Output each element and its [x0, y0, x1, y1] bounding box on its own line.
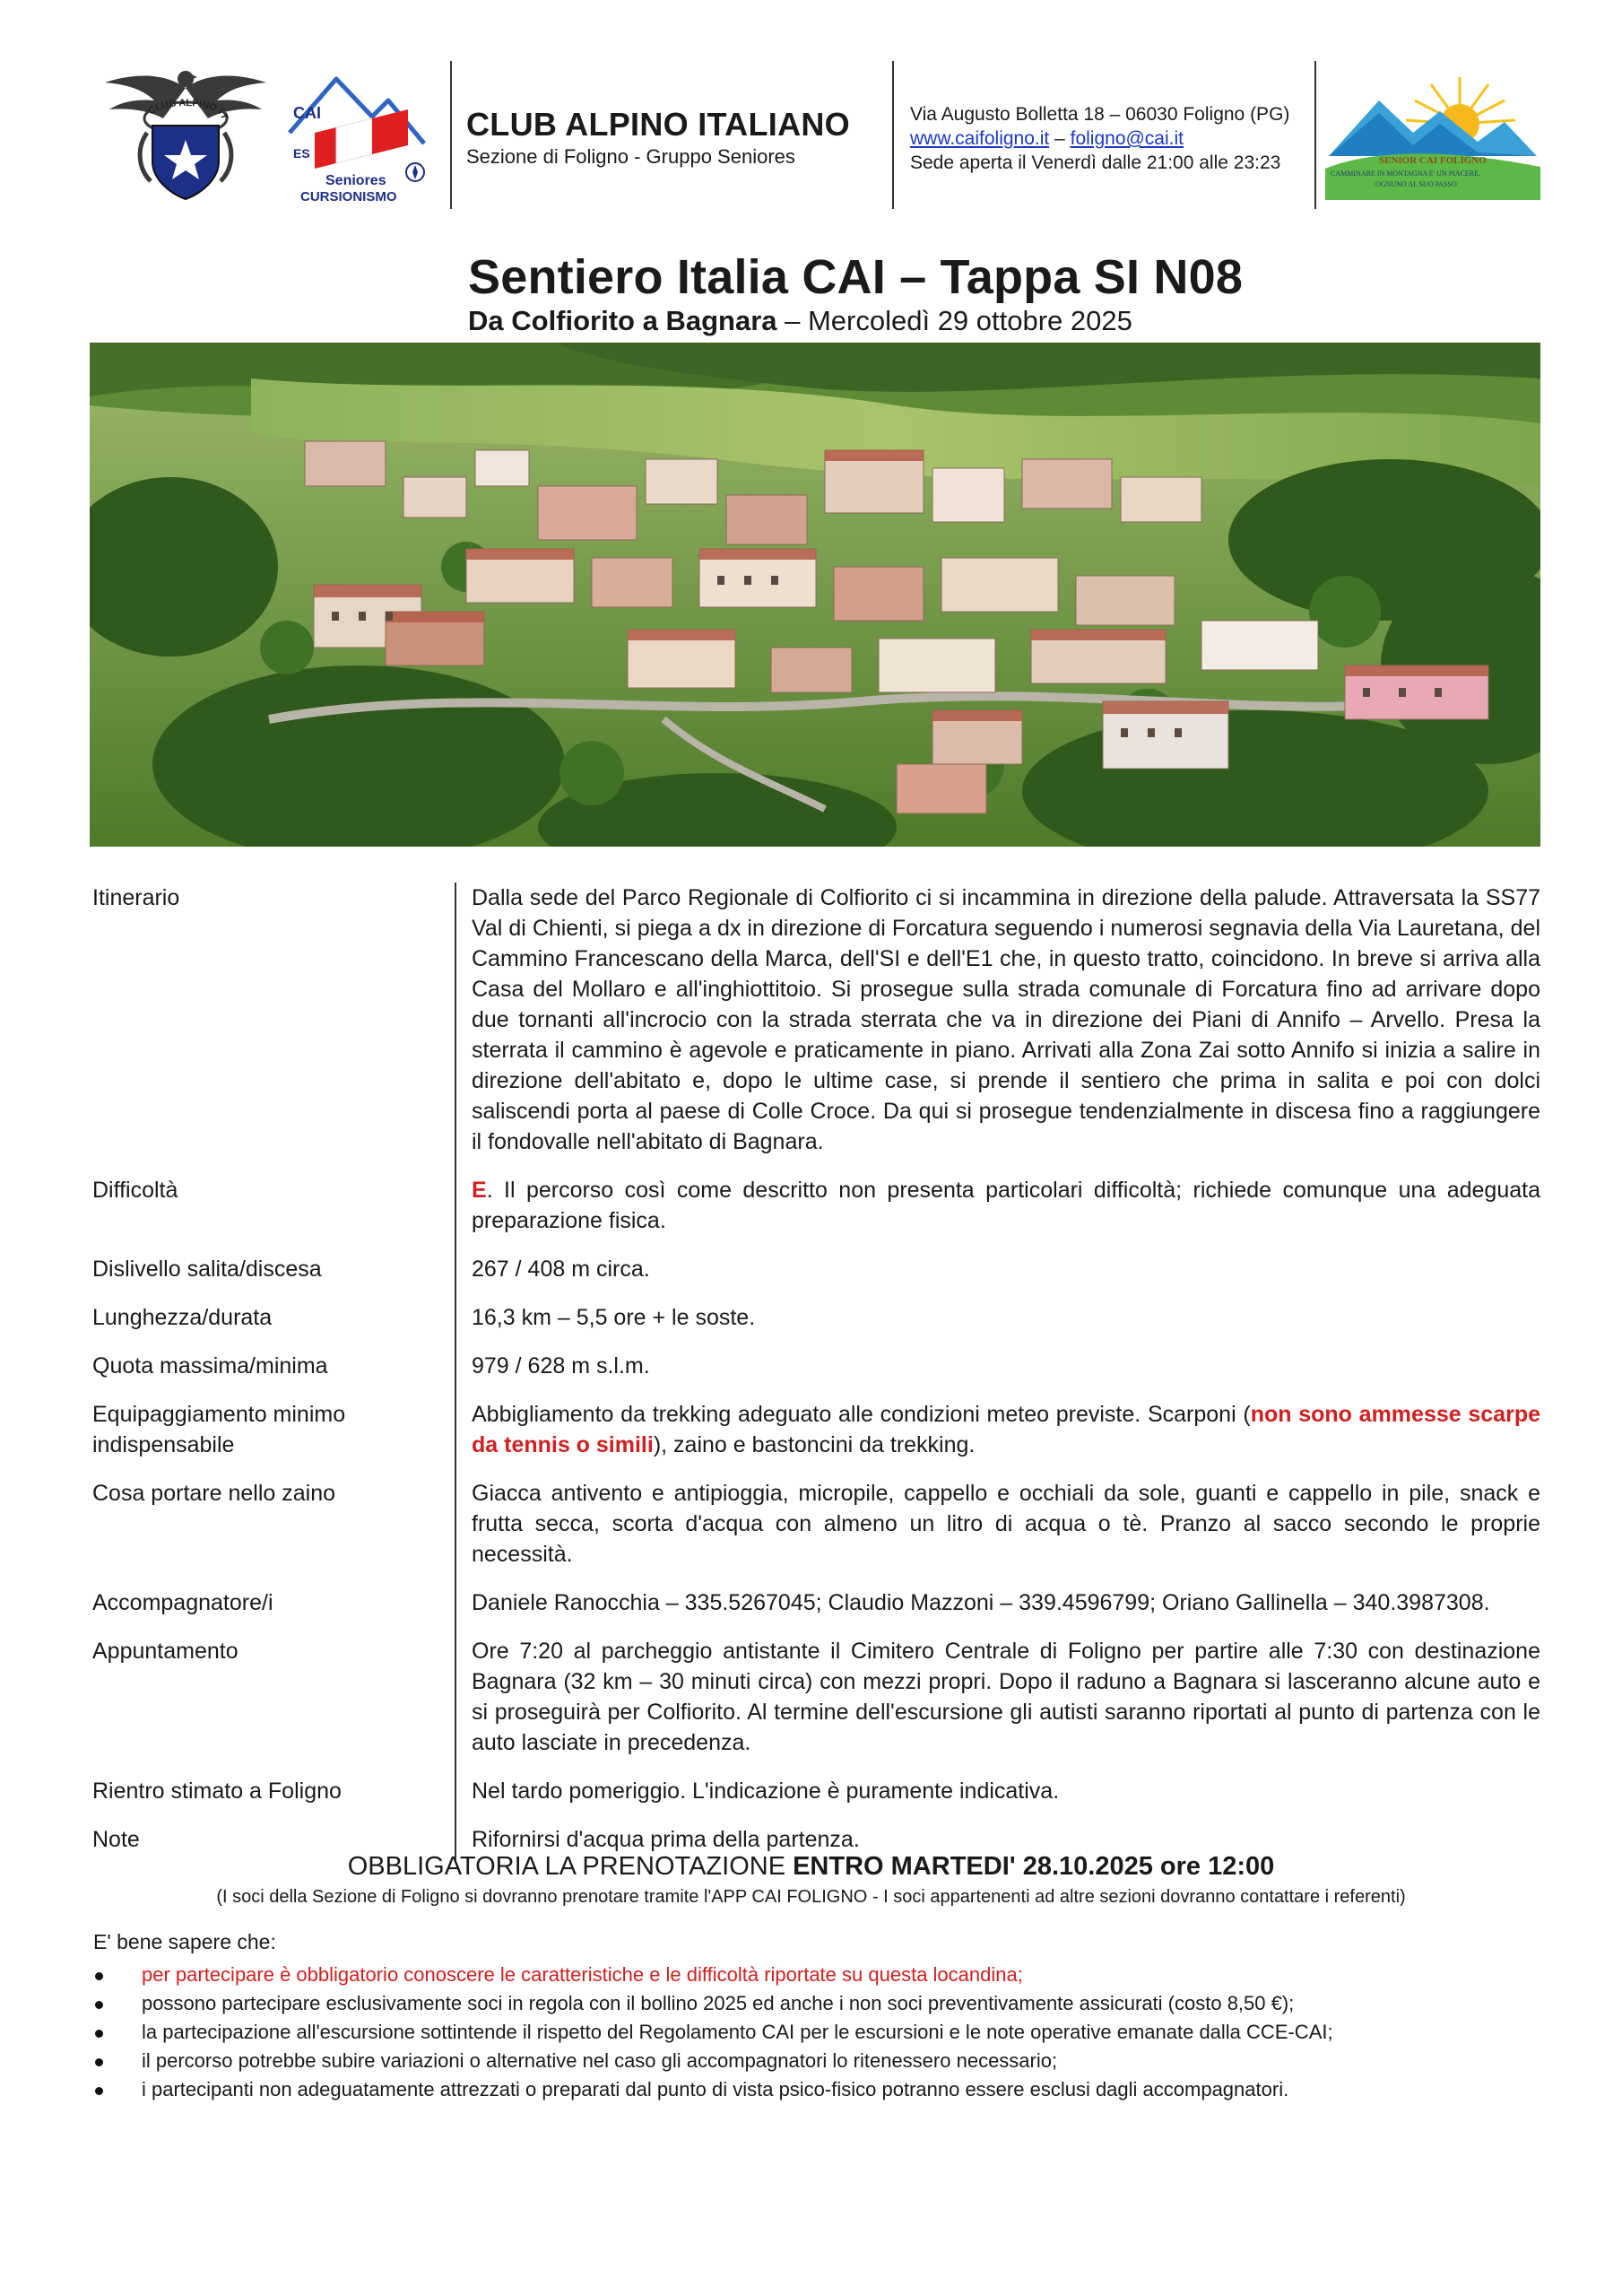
info-value [455, 1175, 1540, 1254]
svg-text:CLUB ALPINO ITALIANO: CLUB ALPINO IT [145, 97, 230, 121]
info-label: Itinerario [92, 885, 180, 910]
booking-deadline: ENTRO MARTEDI' 28.10.2025 ore 12:00 [793, 1852, 1275, 1881]
info-row-accompagnatori [90, 1587, 1540, 1636]
info-row-dislivello [90, 1254, 1540, 1302]
info-label: Rientro stimato a Foligno [92, 1779, 342, 1804]
svg-text:CAMMINARE IN MONTAGNA E' UN PI: CAMMINARE IN MONTAGNA E' UN PIACERE, [1331, 170, 1481, 178]
difficulty-grade: E [472, 1178, 487, 1203]
bullet-icon [95, 2001, 103, 2009]
header-divider [1314, 61, 1316, 209]
link-separator: – [1054, 128, 1065, 149]
website-link[interactable]: www.caifoligno.it [910, 128, 1050, 149]
address: Via Augusto Bolletta 18 – 06030 Foligno (PG) [910, 104, 1290, 125]
notes-list [93, 1961, 1528, 2104]
opening-hours: Sede aperta il Venerdì dalle 21:00 alle 23:23 [910, 152, 1281, 173]
booking-instructions: (I soci della Sezione di Foligno si dovranno prenotare tramite l'APP CAI FOLIGNO - I soci appartenenti ad altre sezioni dovranno contattare i referenti) [216, 1887, 1406, 1907]
svg-text:CAI: CAI [293, 104, 321, 122]
svg-text:ES: ES [293, 146, 310, 161]
info-row-rientro [90, 1776, 1540, 1824]
excursion-info-table [90, 883, 1540, 1860]
info-label: Difficoltà [92, 1178, 178, 1203]
svg-text:Seniores: Seniores [325, 173, 386, 188]
list-item [93, 2018, 1528, 2047]
info-label [90, 1399, 455, 1478]
svg-text:CURSIONISMO: CURSIONISMO [300, 189, 397, 204]
senior-cai-foligno-logo [1325, 70, 1540, 200]
header-divider [450, 61, 452, 209]
info-value: Daniele Ranocchia – 335.5267045; Claudio Mazzoni – 339.4596799; Oriano Gallinella – 340.3987308. [455, 1587, 1540, 1636]
info-value: 16,3 km – 5,5 ore + le soste. [455, 1302, 1540, 1351]
info-value: Nel tardo pomeriggio. L'indicazione è puramente indicativa. [455, 1776, 1540, 1824]
info-label: Accompagnatore/i [92, 1590, 273, 1615]
org-subtitle: Sezione di Foligno - Gruppo Seniores [466, 145, 795, 168]
contact-links [910, 126, 1289, 151]
info-value [455, 1399, 1540, 1478]
difficulty-text: . Il percorso così come descritto non presenta particolari difficoltà; richiede comunque una adeguata preparazione fisica. [472, 1178, 1540, 1233]
info-value: Dalla sede del Parco Regionale di Colfiorito ci si incammina in direzione della palude. Attraversata la SS77 Val di Chienti, si piega a dx in direzione di Forcatura seguendo i numerosi segnavia della Via Lauretana, del Cammino Francescano della Marca, dell'SI e dell'E1 che, in questo tratto, coincidono. In breve si arriva alla Casa del Mollaro e all'inghiottitoio. Si prosegue sulla strada comunale di Forcatura fino ad arrivare dopo due tornanti all'incrocio con la strada sterrata che va in direzione dei Piani di Annifo – Arvello. Presa la sterrata il cammino è agevole e praticamente in piano. Arrivati alla Zona Zai sotto Annifo si inizia a salire in direzione dell'abitato e, dopo le ultime case, si prende il sentiero che prima in salita e poi con dolci saliscendi porta al paese di Colle Croce. Da qui si prosegue tendenzialmente in discesa fino a raggiungere il fondovalle nell'abitato di Bagnara. [455, 883, 1540, 1175]
info-row-zaino [90, 1478, 1540, 1587]
contact-block [910, 102, 1289, 175]
booking-notice [0, 1852, 1622, 1882]
note-text: per partecipare è obbligatorio conoscere le caratteristiche e le difficoltà riportate su questa locandina; [142, 1963, 1023, 1986]
page-title: Sentiero Italia CAI – Tappa SI N08 [468, 250, 1244, 304]
label-line: Equipaggiamento minimo [92, 1402, 346, 1427]
info-row-lunghezza [90, 1302, 1540, 1351]
email-link[interactable]: foligno@cai.it [1070, 128, 1184, 149]
equipment-text: Abbigliamento da trekking adeguato alle condizioni meteo previste. Scarponi ( [472, 1402, 1251, 1427]
org-name: CLUB ALPINO ITALIANO [466, 106, 850, 143]
bullet-icon [95, 1972, 103, 1980]
village-aerial-photo [90, 343, 1540, 847]
list-item [93, 2047, 1528, 2075]
page-subtitle [468, 305, 1132, 337]
info-label: Note [92, 1827, 140, 1852]
list-item [93, 2075, 1528, 2104]
info-value: 979 / 628 m s.l.m. [455, 1351, 1540, 1399]
bullet-icon [95, 2087, 103, 2095]
info-row-difficolta [90, 1175, 1540, 1254]
list-item [93, 1961, 1528, 1989]
info-label: Dislivello salita/discesa [92, 1257, 322, 1282]
route-name: Da Colfiorito a Bagnara [468, 305, 777, 336]
booking-text: OBBLIGATORIA LA PRENOTAZIONE [347, 1852, 794, 1881]
info-label: Cosa portare nello zaino [92, 1481, 335, 1506]
list-item [93, 1989, 1528, 2018]
cai-eagle-logo [100, 63, 271, 206]
bullet-icon [95, 2030, 103, 2038]
info-row-equipaggiamento [90, 1399, 1540, 1478]
info-label: Appuntamento [92, 1639, 239, 1664]
info-label: Lunghezza/durata [92, 1305, 273, 1330]
bullet-icon [95, 2058, 103, 2066]
info-row-appuntamento [90, 1636, 1540, 1776]
svg-text:SENIOR CAI FOLIGNO: SENIOR CAI FOLIGNO [1379, 155, 1487, 166]
note-text: possono partecipare esclusivamente soci in regola con il bollino 2025 ed anche i non soci preventivamente assicurati (costo 8,50 €); [142, 1992, 1295, 2014]
header-divider [892, 61, 894, 209]
info-value: Ore 7:20 al parcheggio antistante il Cimitero Centrale di Foligno per partire alle 7:30 con destinazione Bagnara (32 km – 30 minuti circa) con mezzi propri. Dopo il raduno a Bagnara si lasceranno alcune auto e si proseguirà per Colfiorito. Al termine dell'escursione gli autisti saranno riportati al punto di partenza con le auto lasciate in precedenza. [455, 1636, 1540, 1776]
equipment-warning: non sono ammesse scarpe da tennis o simili [472, 1402, 1540, 1457]
svg-text:OGNUNO AL SUO PASSO: OGNUNO AL SUO PASSO [1375, 180, 1457, 188]
note-text: il percorso potrebbe subire variazioni o alternative nel caso gli accompagnatori lo ritenessero necessario; [142, 2049, 1058, 2072]
info-label: Quota massima/minima [92, 1353, 328, 1378]
note-text: la partecipazione all'escursione sottintende il rispetto del Regolamento CAI per le escursioni e le note operative emanate dalla CCE-CAI; [142, 2021, 1333, 2043]
equipment-text-end: ), zaino e bastoncini da trekking. [653, 1432, 976, 1457]
event-date: – Mercoledì 29 ottobre 2025 [776, 305, 1132, 336]
notes-title: E' bene sapere che: [93, 1930, 276, 1953]
info-value: Rifornirsi d'acqua prima della partenza. [455, 1824, 1540, 1860]
info-row-itinerario [90, 883, 1540, 1175]
note-text: i partecipanti non adeguatamente attrezzati o preparati dal punto di vista psico-fisico potranno essere esclusi dagli accompagnatori. [142, 2078, 1289, 2100]
info-value: 267 / 408 m circa. [455, 1254, 1540, 1302]
label-line: indispensabile [92, 1432, 235, 1457]
info-row-quota [90, 1351, 1540, 1399]
cai-seniores-escursionismo-logo [282, 61, 430, 209]
info-value: Giacca antivento e antipioggia, micropile, cappello e occhiali da sole, guanti e cappello in pile, snack e frutta secca, scorta d'acqua con almeno un litro di acqua o tè. Pranzo al sacco secondo le proprie necessità. [455, 1478, 1540, 1587]
